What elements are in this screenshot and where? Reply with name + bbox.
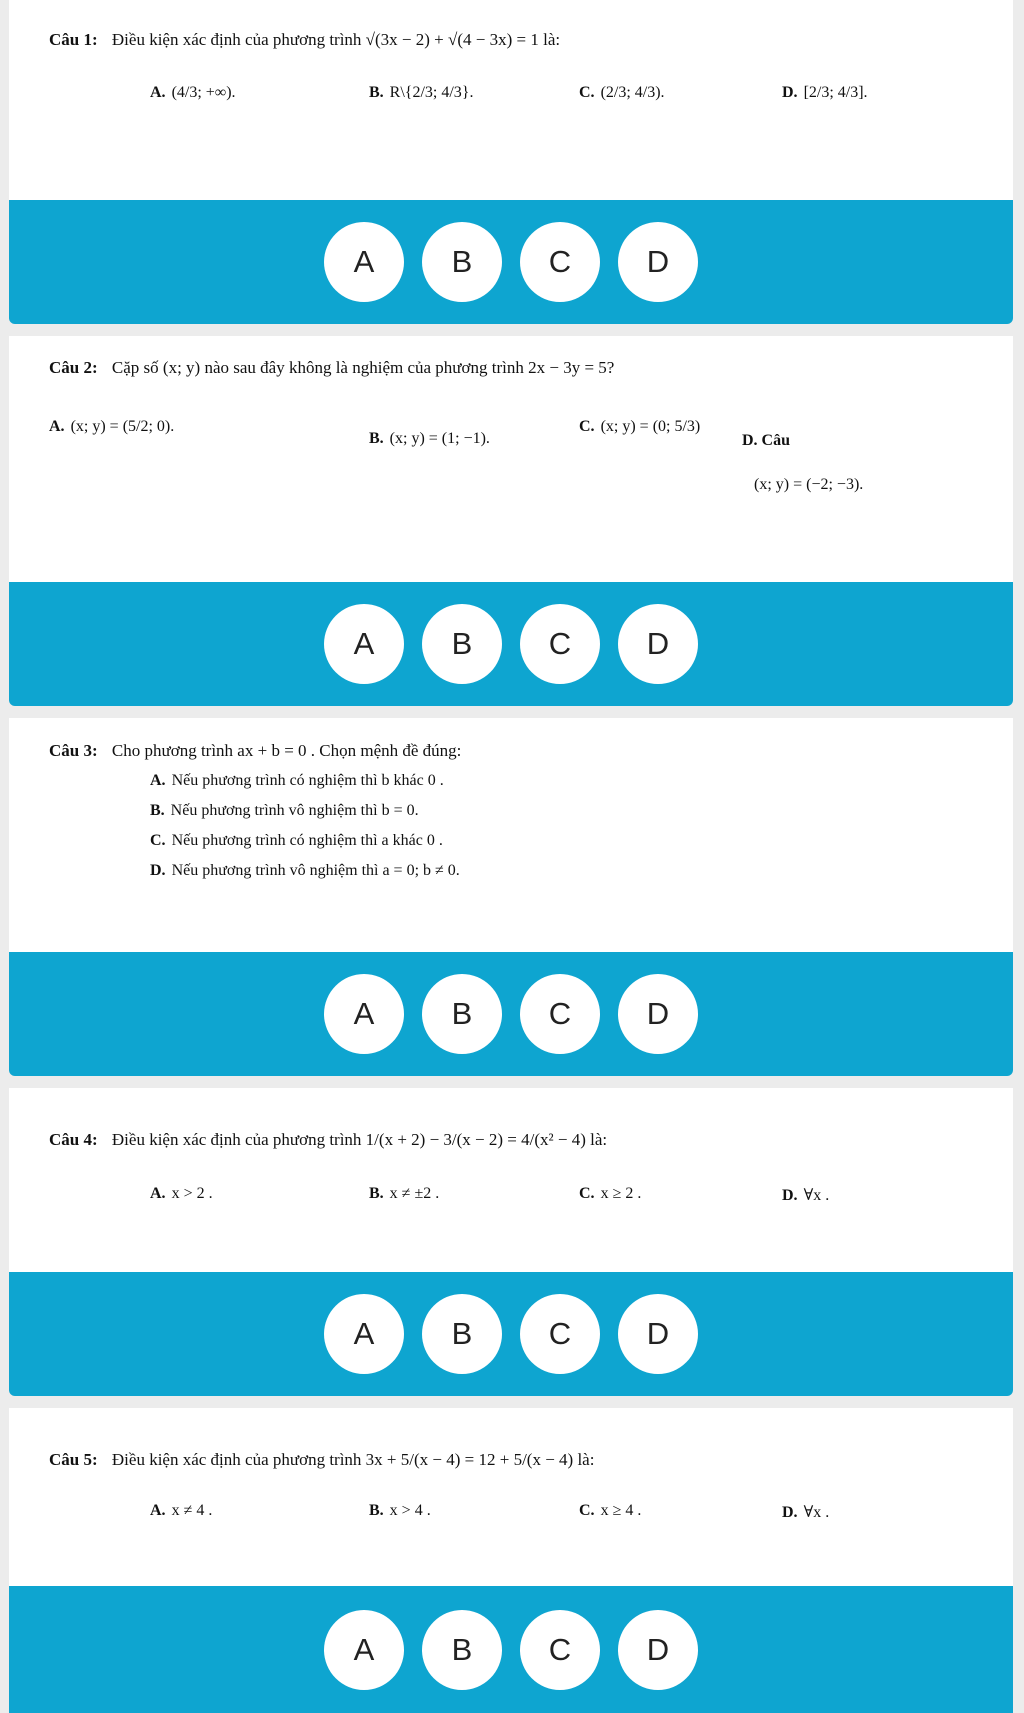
answer-button-a[interactable]: A (324, 222, 404, 302)
answer-button-b[interactable]: B (422, 222, 502, 302)
option-d: (x; y) = (−2; −3). (754, 476, 864, 493)
option-a: A. x > 2 . (150, 1185, 213, 1202)
option-d: D. Nếu phương trình vô nghiệm thì a = 0; b ≠ 0. (150, 862, 460, 879)
question-label: Câu 4: (49, 1130, 98, 1149)
answer-button-c[interactable]: C (520, 974, 600, 1054)
answer-button-c[interactable]: C (520, 604, 600, 684)
question-label: Câu 5: (49, 1450, 98, 1469)
option-c: C. Nếu phương trình có nghiệm thì a khác 0 . (150, 832, 443, 849)
option-a: A. Nếu phương trình có nghiệm thì b khác 0 . (150, 772, 444, 789)
answer-button-a[interactable]: A (324, 1610, 404, 1690)
option-d: D. ∀x . (782, 1504, 830, 1521)
question-1-card (9, 0, 1013, 200)
answer-button-a[interactable]: A (324, 604, 404, 684)
answer-panel-5 (9, 1586, 1013, 1713)
answer-button-b[interactable]: B (422, 1294, 502, 1374)
option-c: C. (x; y) = (0; 5/3) (579, 418, 701, 435)
question-2-card (9, 336, 1013, 582)
option-d-label: D. Câu (742, 432, 791, 449)
option-b: B. R\{2/3; 4/3}. (369, 84, 474, 101)
option-c: C. (2/3; 4/3). (579, 84, 665, 101)
question-4-card (9, 1088, 1013, 1272)
question-label: Câu 3: (49, 741, 98, 760)
option-a: A. x ≠ 4 . (150, 1502, 213, 1519)
question-2-text: Câu 2: Cặp số (x; y) nào sau đây không là nghiệm của phương trình 2x − 3y = 5? (49, 358, 615, 377)
answer-panel-2 (9, 582, 1013, 706)
answer-button-c[interactable]: C (520, 1294, 600, 1374)
option-c: C. x ≥ 2 . (579, 1185, 642, 1202)
answer-panel-4 (9, 1272, 1013, 1396)
answer-button-d[interactable]: D (618, 222, 698, 302)
question-5-card (9, 1408, 1013, 1586)
answer-panel-1 (9, 200, 1013, 324)
answer-button-d[interactable]: D (618, 974, 698, 1054)
option-b: B. x > 4 . (369, 1502, 431, 1519)
answer-button-b[interactable]: B (422, 604, 502, 684)
option-b: B. Nếu phương trình vô nghiệm thì b = 0. (150, 802, 419, 819)
option-b: B. x ≠ ±2 . (369, 1185, 440, 1202)
answer-button-d[interactable]: D (618, 604, 698, 684)
answer-button-a[interactable]: A (324, 974, 404, 1054)
question-1-text: Câu 1: Điều kiện xác định của phương trình √(3x − 2) + √(4 − 3x) = 1 là: (49, 30, 561, 49)
answer-button-d[interactable]: D (618, 1610, 698, 1690)
option-d: D. ∀x . (782, 1187, 830, 1204)
question-4-text: Câu 4: Điều kiện xác định của phương trình 1/(x + 2) − 3/(x − 2) = 4/(x² − 4) là: (49, 1130, 608, 1149)
answer-panel-3 (9, 952, 1013, 1076)
question-5-text: Câu 5: Điều kiện xác định của phương trình 3x + 5/(x − 4) = 12 + 5/(x − 4) là: (49, 1450, 595, 1469)
question-label: Câu 2: (49, 358, 98, 377)
question-3-text: Câu 3: Cho phương trình ax + b = 0 . Chọn mệnh đề đúng: (49, 741, 462, 760)
answer-button-b[interactable]: B (422, 1610, 502, 1690)
answer-button-a[interactable]: A (324, 1294, 404, 1374)
option-c: C. x ≥ 4 . (579, 1502, 642, 1519)
answer-button-b[interactable]: B (422, 974, 502, 1054)
option-d: D. [2/3; 4/3]. (782, 84, 868, 101)
question-label: Câu 1: (49, 30, 98, 49)
answer-button-c[interactable]: C (520, 222, 600, 302)
question-3-card (9, 718, 1013, 952)
answer-button-d[interactable]: D (618, 1294, 698, 1374)
option-a: A. (x; y) = (5/2; 0). (49, 418, 175, 435)
answer-button-c[interactable]: C (520, 1610, 600, 1690)
option-b: B. (x; y) = (1; −1). (369, 430, 490, 447)
option-a: A. (4/3; +∞). (150, 84, 236, 101)
